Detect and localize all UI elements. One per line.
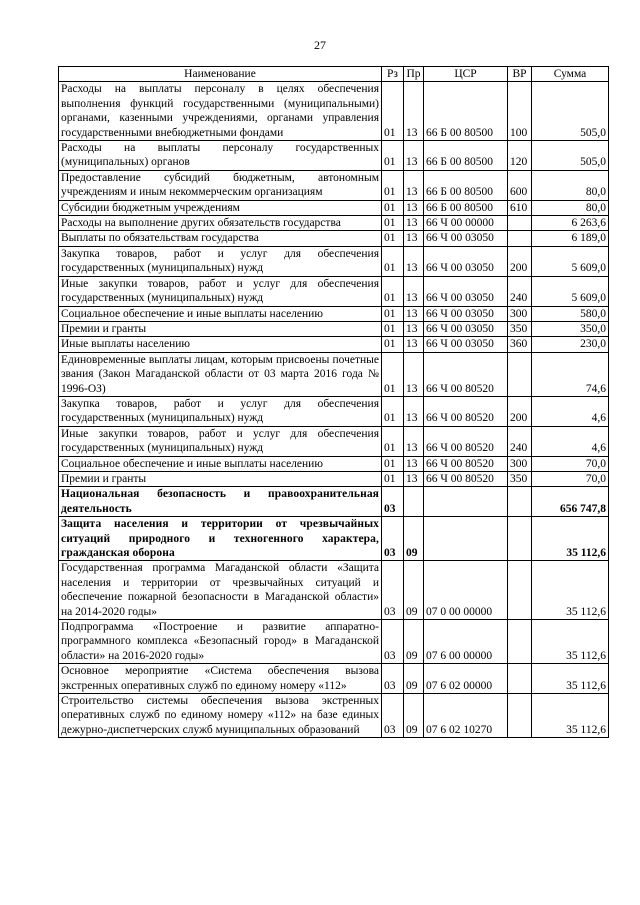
row-sum: 580,0 [532, 306, 609, 321]
row-pr: 13 [404, 321, 424, 336]
row-rz: 01 [382, 216, 404, 231]
row-vr: 350 [508, 321, 532, 336]
row-vr [508, 352, 532, 396]
row-csr: 66 Ч 00 03050 [424, 321, 508, 336]
row-name: Выплаты по обязательствам государства [59, 231, 382, 246]
row-vr: 200 [508, 246, 532, 276]
row-csr: 66 Ч 00 80520 [424, 352, 508, 396]
row-csr: 66 Ч 00 03050 [424, 276, 508, 306]
row-name: Предоставление субсидий бюджетным, автономным учреждениям и иным некоммерческим организациям [59, 170, 382, 200]
row-sum: 350,0 [532, 321, 609, 336]
row-rz: 01 [382, 141, 404, 171]
table-row [59, 487, 609, 517]
row-name: Единовременные выплаты лицам, которым присвоены почетные звания (Закон Магаданской области от 03 марта 2016 года № 1996-ОЗ) [59, 352, 382, 396]
row-vr: 200 [508, 396, 532, 426]
table-row [59, 561, 609, 620]
row-pr: 13 [404, 471, 424, 486]
row-vr [508, 216, 532, 231]
row-vr: 300 [508, 456, 532, 471]
table-row [59, 426, 609, 456]
row-pr [404, 487, 424, 517]
row-vr [508, 231, 532, 246]
table-row [59, 664, 609, 694]
row-sum: 505,0 [532, 82, 609, 141]
row-name: Иные закупки товаров, работ и услуг для обеспечения государственных (муниципальных) нужд [59, 276, 382, 306]
row-csr: 66 Ч 00 03050 [424, 231, 508, 246]
header-csr: ЦСР [424, 67, 508, 82]
page-number: 27 [314, 38, 326, 52]
row-rz: 03 [382, 561, 404, 620]
row-pr: 13 [404, 456, 424, 471]
row-csr: 07 6 00 00000 [424, 620, 508, 664]
row-csr: 07 6 02 00000 [424, 664, 508, 694]
row-sum: 35 112,6 [532, 561, 609, 620]
row-sum: 70,0 [532, 456, 609, 471]
row-vr [508, 694, 532, 738]
table-row [59, 620, 609, 664]
header-name: Наименование [59, 67, 382, 82]
row-pr: 09 [404, 561, 424, 620]
row-name: Субсидии бюджетным учреждениям [59, 200, 382, 215]
table-row [59, 456, 609, 471]
row-vr: 600 [508, 170, 532, 200]
row-pr: 13 [404, 352, 424, 396]
row-vr: 350 [508, 471, 532, 486]
row-rz: 01 [382, 82, 404, 141]
row-csr: 66 Ч 00 03050 [424, 306, 508, 321]
row-name: Подпрограмма «Построение и развитие аппаратно-программного комплекса «Безопасный город» в Магаданской области» на 2016-2020 годы» [59, 620, 382, 664]
row-name: Социальное обеспечение и иные выплаты населению [59, 456, 382, 471]
row-pr: 13 [404, 396, 424, 426]
row-pr: 13 [404, 246, 424, 276]
row-rz: 01 [382, 471, 404, 486]
row-sum: 4,6 [532, 426, 609, 456]
table-row [59, 276, 609, 306]
row-rz: 01 [382, 352, 404, 396]
row-csr: 66 Ч 00 03050 [424, 246, 508, 276]
row-rz: 01 [382, 170, 404, 200]
row-vr: 610 [508, 200, 532, 215]
row-rz: 01 [382, 231, 404, 246]
row-name: Социальное обеспечение и иные выплаты населению [59, 306, 382, 321]
row-name: Премии и гранты [59, 321, 382, 336]
table-row [59, 517, 609, 561]
row-vr: 240 [508, 426, 532, 456]
row-pr: 13 [404, 306, 424, 321]
row-sum: 80,0 [532, 170, 609, 200]
row-pr: 13 [404, 426, 424, 456]
row-name: Закупка товаров, работ и услуг для обеспечения государственных (муниципальных) нужд [59, 396, 382, 426]
row-name: Строительство системы обеспечения вызова экстренных оперативных служб по единому номеру «112» на базе единых дежурно-диспетчерских служб муниципальных образований [59, 694, 382, 738]
row-name: Защита населения и территории от чрезвычайных ситуаций природного и техногенного характера, гражданская оборона [59, 517, 382, 561]
row-pr: 13 [404, 200, 424, 215]
row-vr: 120 [508, 141, 532, 171]
row-sum: 35 112,6 [532, 664, 609, 694]
row-rz: 03 [382, 694, 404, 738]
row-pr: 13 [404, 337, 424, 352]
row-sum: 74,6 [532, 352, 609, 396]
row-csr: 07 6 02 10270 [424, 694, 508, 738]
row-vr: 300 [508, 306, 532, 321]
row-sum: 35 112,6 [532, 694, 609, 738]
row-sum: 80,0 [532, 200, 609, 215]
row-csr: 66 Б 00 80500 [424, 141, 508, 171]
row-pr: 13 [404, 216, 424, 231]
row-name: Премии и гранты [59, 471, 382, 486]
row-sum: 35 112,6 [532, 517, 609, 561]
row-name: Расходы на выполнение других обязательств государства [59, 216, 382, 231]
row-sum: 5 609,0 [532, 246, 609, 276]
row-csr [424, 487, 508, 517]
row-csr: 66 Ч 00 80520 [424, 471, 508, 486]
row-name: Национальная безопасность и правоохранительная деятельность [59, 487, 382, 517]
row-name: Государственная программа Магаданской области «Защита населения и территории от чрезвычайных ситуаций и обеспечение пожарной безопасности в Магаданской области» на 2014-2020 годы» [59, 561, 382, 620]
row-vr [508, 561, 532, 620]
table-body [59, 82, 609, 738]
row-pr: 13 [404, 231, 424, 246]
row-rz: 01 [382, 337, 404, 352]
row-csr: 66 Б 00 80500 [424, 200, 508, 215]
row-rz: 03 [382, 620, 404, 664]
row-sum: 4,6 [532, 396, 609, 426]
row-pr: 13 [404, 82, 424, 141]
row-sum: 5 609,0 [532, 276, 609, 306]
table-row [59, 471, 609, 486]
row-name: Расходы на выплаты персоналу государственных (муниципальных) органов [59, 141, 382, 171]
row-rz: 03 [382, 517, 404, 561]
row-csr: 66 Б 00 80500 [424, 82, 508, 141]
row-csr: 66 Ч 00 80520 [424, 396, 508, 426]
table-row [59, 337, 609, 352]
header-vr: ВР [508, 67, 532, 82]
header-sum: Сумма [532, 67, 609, 82]
table-row [59, 396, 609, 426]
row-csr: 66 Б 00 80500 [424, 170, 508, 200]
row-name: Иные выплаты населению [59, 337, 382, 352]
table-row [59, 694, 609, 738]
row-csr: 07 0 00 00000 [424, 561, 508, 620]
row-sum: 505,0 [532, 141, 609, 171]
row-pr: 09 [404, 620, 424, 664]
table-row [59, 246, 609, 276]
row-rz: 01 [382, 396, 404, 426]
row-sum: 6 189,0 [532, 231, 609, 246]
row-csr: 66 Ч 00 00000 [424, 216, 508, 231]
row-vr [508, 620, 532, 664]
row-vr: 360 [508, 337, 532, 352]
budget-table [58, 66, 609, 738]
row-sum: 6 263,6 [532, 216, 609, 231]
row-rz: 01 [382, 456, 404, 471]
table-row [59, 170, 609, 200]
row-rz: 01 [382, 321, 404, 336]
row-name: Закупка товаров, работ и услуг для обеспечения государственных (муниципальных) нужд [59, 246, 382, 276]
table-row [59, 352, 609, 396]
row-csr: 66 Ч 00 03050 [424, 337, 508, 352]
header-rz: Рз [382, 67, 404, 82]
row-csr: 66 Ч 00 80520 [424, 456, 508, 471]
row-rz: 01 [382, 200, 404, 215]
row-pr: 09 [404, 694, 424, 738]
row-pr: 09 [404, 517, 424, 561]
row-pr: 13 [404, 276, 424, 306]
table-row [59, 82, 609, 141]
row-csr [424, 517, 508, 561]
header-pr: Пр [404, 67, 424, 82]
row-csr: 66 Ч 00 80520 [424, 426, 508, 456]
row-rz: 01 [382, 246, 404, 276]
table-row [59, 321, 609, 336]
table-row [59, 141, 609, 171]
row-pr: 13 [404, 141, 424, 171]
row-sum: 230,0 [532, 337, 609, 352]
table-header-row [59, 67, 609, 82]
row-pr: 09 [404, 664, 424, 694]
row-rz: 03 [382, 664, 404, 694]
table-row [59, 216, 609, 231]
row-name: Расходы на выплаты персоналу в целях обеспечения выполнения функций государственными (муниципальными) органами, казенными учреждениями, органами управления государственными внебюджетными фондами [59, 82, 382, 141]
row-sum: 656 747,8 [532, 487, 609, 517]
row-vr [508, 487, 532, 517]
row-pr: 13 [404, 170, 424, 200]
row-rz: 01 [382, 276, 404, 306]
row-rz: 01 [382, 306, 404, 321]
row-rz: 01 [382, 426, 404, 456]
row-sum: 70,0 [532, 471, 609, 486]
table-row [59, 231, 609, 246]
row-name: Основное мероприятие «Система обеспечения вызова экстренных оперативных служб по единому номеру «112» [59, 664, 382, 694]
row-vr: 240 [508, 276, 532, 306]
row-vr [508, 664, 532, 694]
row-sum: 35 112,6 [532, 620, 609, 664]
row-rz: 03 [382, 487, 404, 517]
row-vr: 100 [508, 82, 532, 141]
row-vr [508, 517, 532, 561]
table-row [59, 200, 609, 215]
table-row [59, 306, 609, 321]
row-name: Иные закупки товаров, работ и услуг для обеспечения государственных (муниципальных) нужд [59, 426, 382, 456]
